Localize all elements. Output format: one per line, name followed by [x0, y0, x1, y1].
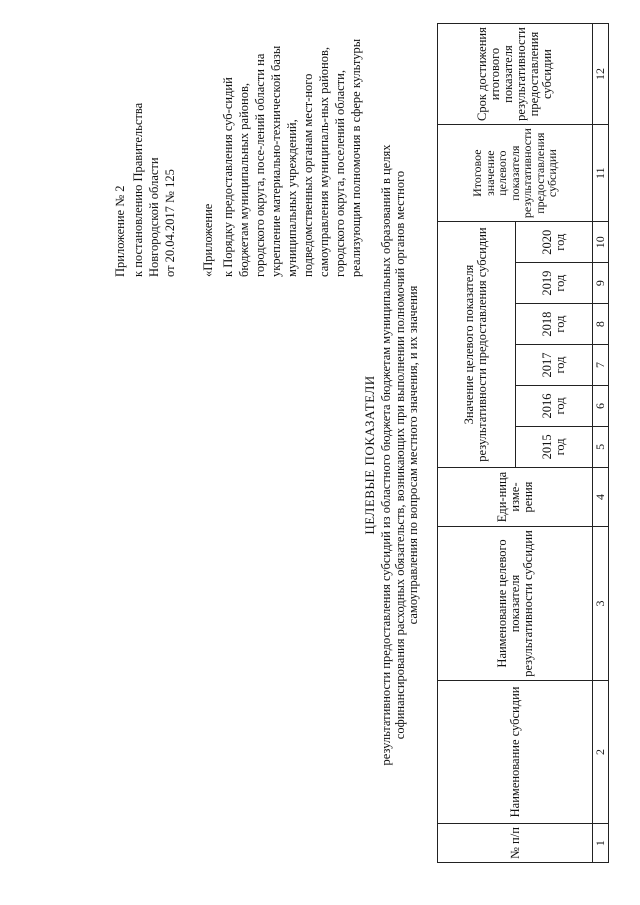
header-year: 2016 год [515, 385, 593, 426]
header-year: 2015 год [515, 426, 593, 467]
appendix-line: к постановлению Правительства [131, 102, 145, 277]
column-index: 7 [593, 345, 609, 386]
column-index: 3 [593, 527, 609, 681]
column-index: 11 [593, 125, 609, 222]
column-index: 8 [593, 304, 609, 345]
column-index: 12 [593, 24, 609, 125]
appendix-line: Новгородской области [147, 157, 161, 277]
column-index: 1 [593, 824, 609, 863]
header-num: № п/п [438, 824, 593, 863]
document-title: ЦЕЛЕВЫЕ ПОКАЗАТЕЛИ [362, 375, 377, 535]
column-index: 9 [593, 263, 609, 304]
subtitle-line: самоуправления по вопросам местного значения, и их значения [406, 285, 420, 625]
header-year: 2020 год [515, 222, 593, 263]
column-index: 4 [593, 467, 609, 526]
indicators-table [437, 23, 609, 863]
header-year: 2019 год [515, 263, 593, 304]
appendix-quote-title: «Приложение [201, 203, 215, 277]
header-year: 2018 год [515, 304, 593, 345]
column-index: 6 [593, 385, 609, 426]
header-deadline: Срок достижения итогового показателя результативности предоставления субсидии [438, 24, 593, 125]
header-indicator: Наименование целевого показателя результативности субсидии [438, 527, 593, 681]
header-unit: Еди-ница изме-рения [438, 467, 593, 526]
appendix-number: Приложение № 2 [113, 185, 127, 277]
column-index-row [593, 24, 609, 863]
header-values-group: Значение целевого показателя результативности предоставления субсидии [438, 222, 516, 468]
subtitle-line: софинансирования расходных обязательств, возникающих при выполнении полномочий органов местного [392, 170, 407, 740]
column-index: 10 [593, 222, 609, 263]
column-index: 2 [593, 680, 609, 823]
column-index: 5 [593, 426, 609, 467]
document-subtitle [380, 55, 421, 855]
appendix-line: от 20.04.2017 № 125 [163, 169, 177, 277]
appendix-order-text: к Порядку предоставления суб-сидий бюджетам муниципальных районов, городского округа, посе-лений области на укрепление материально-технической базы муниципальных учреждений, подведомственных органам мест-ного самоуправления муниципаль-ных районов, городского округа, поселений области, реализующим полномочия в сфере культуры [221, 38, 363, 277]
appendix-block [112, 27, 364, 277]
header-year: 2017 год [515, 345, 593, 386]
subtitle-line: результативности предоставления субсидий из областного бюджета бюджетам муниципальных образований в целях [379, 144, 393, 766]
header-subsidy: Наименование субсидии [438, 680, 593, 823]
header-final: Итоговое значение целевого показателя результативности предоставления субсидии [438, 125, 593, 222]
